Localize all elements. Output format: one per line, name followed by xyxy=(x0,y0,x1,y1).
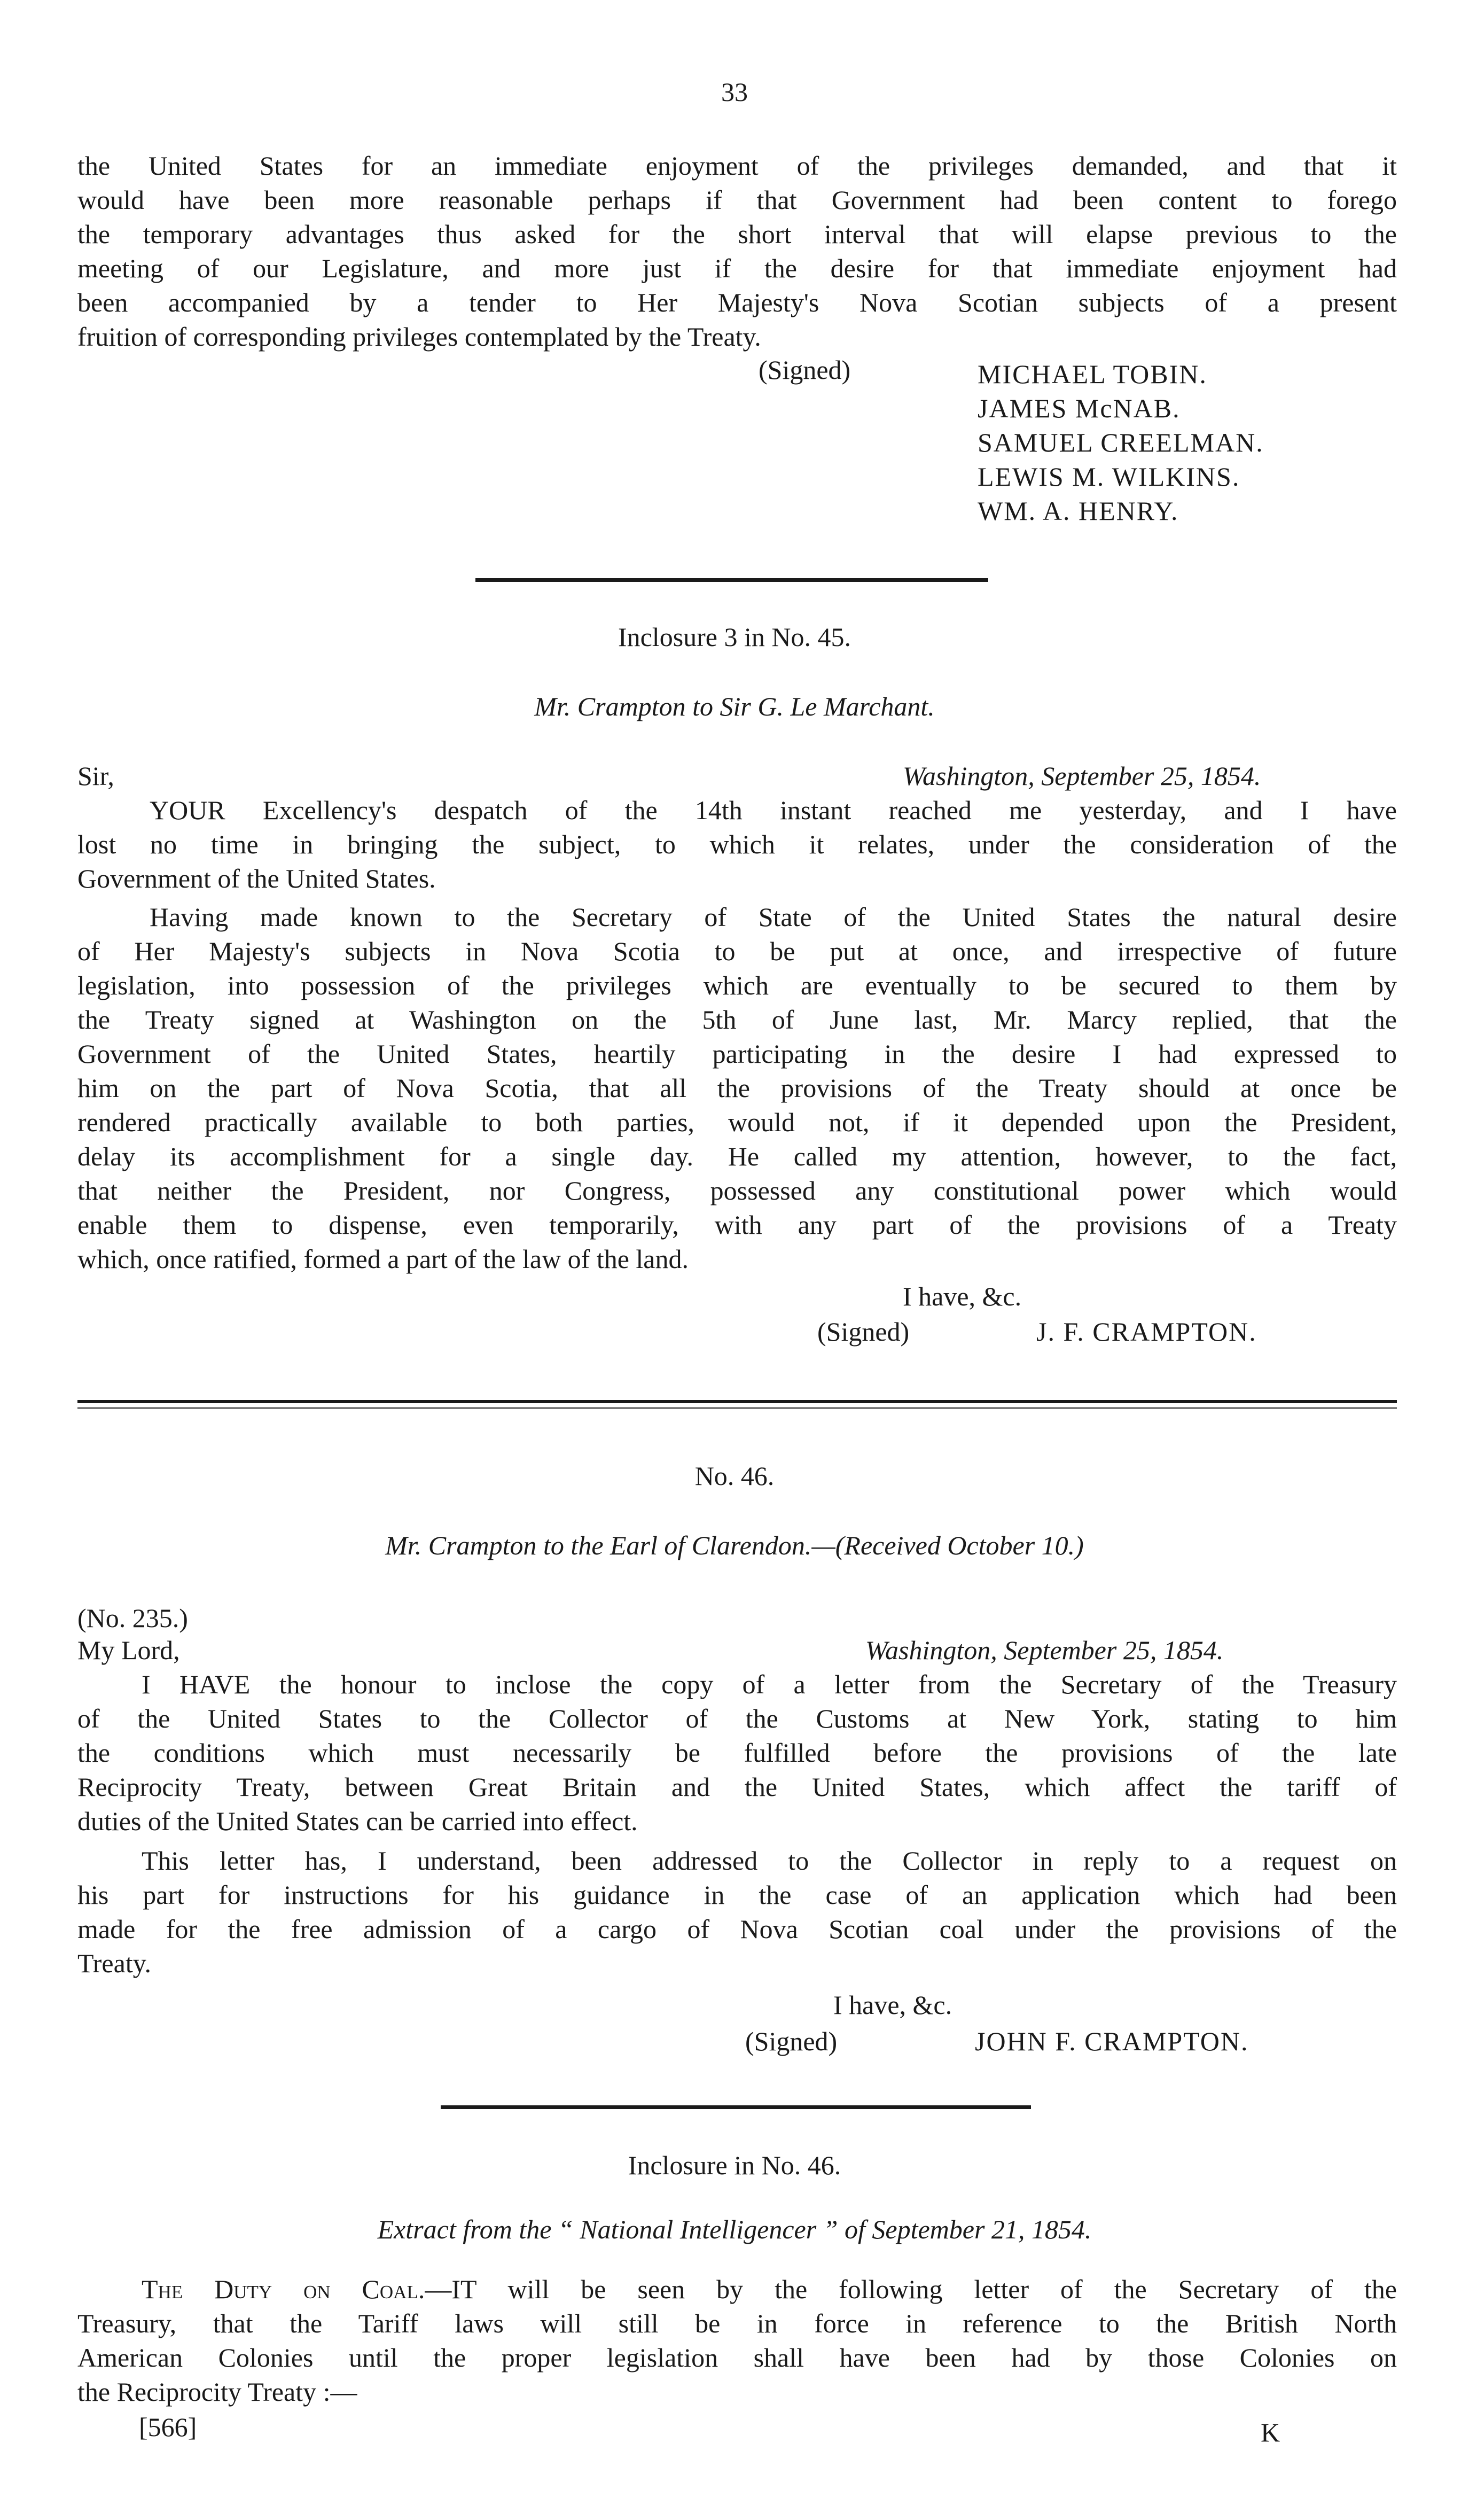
body-line: been accompanied by a tender to Her Majesty's Nova Scotian subjects of a present xyxy=(77,287,1397,317)
page-number: 33 xyxy=(721,77,748,107)
salutation: My Lord, xyxy=(77,1635,180,1665)
body-line: Reciprocity Treaty, between Great Britain and the United States, which affect the tariff of xyxy=(77,1772,1397,1802)
body-line: Having made known to the Secretary of State of the United States the natural desire xyxy=(150,902,1397,932)
body-line: would have been more reasonable perhaps if that Government had been content to forego xyxy=(77,185,1397,215)
section-divider xyxy=(77,1407,1397,1409)
closing: I have, &c. xyxy=(833,1990,952,2020)
section-subheading: Extract from the “ National Intelligencer ” of September 21, 1854. xyxy=(377,2214,1092,2244)
signatory-name: LEWIS M. WILKINS. xyxy=(978,462,1240,492)
body-line: the Reciprocity Treaty :— xyxy=(77,2377,357,2407)
signatory-name: WM. A. HENRY. xyxy=(978,496,1179,526)
section-divider xyxy=(77,1400,1397,1403)
body-line: Treasury, that the Tariff laws will still be in force in reference to the British North xyxy=(77,2308,1397,2338)
signed-label: (Signed) xyxy=(759,355,851,385)
body-line: duties of the United States can be carried into effect. xyxy=(77,1806,638,1836)
signature-mark: [566] xyxy=(139,2412,197,2442)
body-line: the Treaty signed at Washington on the 5th of June last, Mr. Marcy replied, that the xyxy=(77,1005,1397,1035)
body-line: of Her Majesty's subjects in Nova Scotia to be put at once, and irrespective of future xyxy=(77,936,1397,966)
body-line: Treaty. xyxy=(77,1948,151,1978)
section-heading: Inclosure 3 in No. 45. xyxy=(618,622,851,652)
body-line: which, once ratified, formed a part of the law of the land. xyxy=(77,1244,689,1274)
body-line: YOUR Excellency's despatch of the 14th instant reached me yesterday, and I have xyxy=(150,795,1397,825)
body-line: the United States for an immediate enjoyment of the privileges demanded, and that it xyxy=(77,151,1397,181)
body-line: meeting of our Legislature, and more just if the desire for that immediate enjoyment had xyxy=(77,253,1397,283)
body-line: that neither the President, nor Congress, possessed any constitutional power which would xyxy=(77,1176,1397,1205)
signature: J. F. CRAMPTON. xyxy=(1036,1317,1257,1347)
body-line: This letter has, I understand, been addressed to the Collector in reply to a request on xyxy=(142,1846,1397,1876)
body-line: lost no time in bringing the subject, to which it relates, under the consideration of the xyxy=(77,829,1397,859)
body-line: made for the free admission of a cargo of Nova Scotian coal under the provisions of the xyxy=(77,1914,1397,1944)
body-line: the conditions which must necessarily be fulfilled before the provisions of the late xyxy=(77,1738,1397,1768)
section-heading: No. 46. xyxy=(694,1461,775,1491)
body-line: American Colonies until the proper legislation shall have been had by those Colonies on xyxy=(77,2343,1397,2373)
body-line: delay its accomplishment for a single day. He called my attention, however, to the fact, xyxy=(77,1141,1397,1171)
signatory-name: SAMUEL CREELMAN. xyxy=(978,427,1264,457)
section-subheading: Mr. Crampton to the Earl of Clarendon.—(Received October 10.) xyxy=(385,1530,1084,1560)
signatory-name: JAMES McNAB. xyxy=(978,393,1181,423)
section-subheading: Mr. Crampton to Sir G. Le Marchant. xyxy=(534,691,935,721)
body-line: of the United States to the Collector of the Customs at New York, stating to him xyxy=(77,1704,1397,1733)
signed-label: (Signed) xyxy=(745,2026,838,2056)
place-date: Washington, September 25, 1854. xyxy=(903,761,1261,791)
reference-number: (No. 235.) xyxy=(77,1603,188,1633)
run-in-heading: The Duty on Coal. xyxy=(142,2274,425,2304)
body-line: I HAVE the honour to inclose the copy of a letter from the Secretary of the Treasury xyxy=(142,1669,1397,1699)
body-text: —IT will be seen by the following letter of the Secretary of the xyxy=(425,2274,1397,2304)
body-line: the temporary advantages thus asked for the short interval that will elapse previous to the xyxy=(77,219,1397,249)
salutation: Sir, xyxy=(77,761,114,791)
signature: JOHN F. CRAMPTON. xyxy=(975,2026,1249,2056)
body-line: Government of the United States. xyxy=(77,864,436,893)
body-line: legislation, into possession of the privileges which are eventually to be secured to them by xyxy=(77,970,1397,1000)
body-line xyxy=(142,2272,1397,2306)
body-line: rendered practically available to both parties, would not, if it depended upon the President, xyxy=(77,1107,1397,1137)
closing: I have, &c. xyxy=(903,1281,1022,1311)
signatory-name: MICHAEL TOBIN. xyxy=(978,359,1207,389)
sheet-letter: K xyxy=(1261,2417,1280,2447)
body-line: Government of the United States, heartily participating in the desire I had expressed to xyxy=(77,1039,1397,1069)
body-line: enable them to dispense, even temporarily, with any part of the provisions of a Treaty xyxy=(77,1210,1397,1240)
body-line: him on the part of Nova Scotia, that all the provisions of the Treaty should at once be xyxy=(77,1073,1397,1103)
section-divider xyxy=(475,578,988,582)
body-line: fruition of corresponding privileges contemplated by the Treaty. xyxy=(77,322,761,352)
body-line: his part for instructions for his guidance in the case of an application which had been xyxy=(77,1880,1397,1910)
signed-label: (Signed) xyxy=(817,1317,910,1347)
section-divider xyxy=(441,2105,1031,2109)
section-heading: Inclosure in No. 46. xyxy=(628,2150,841,2180)
place-date: Washington, September 25, 1854. xyxy=(865,1635,1224,1665)
